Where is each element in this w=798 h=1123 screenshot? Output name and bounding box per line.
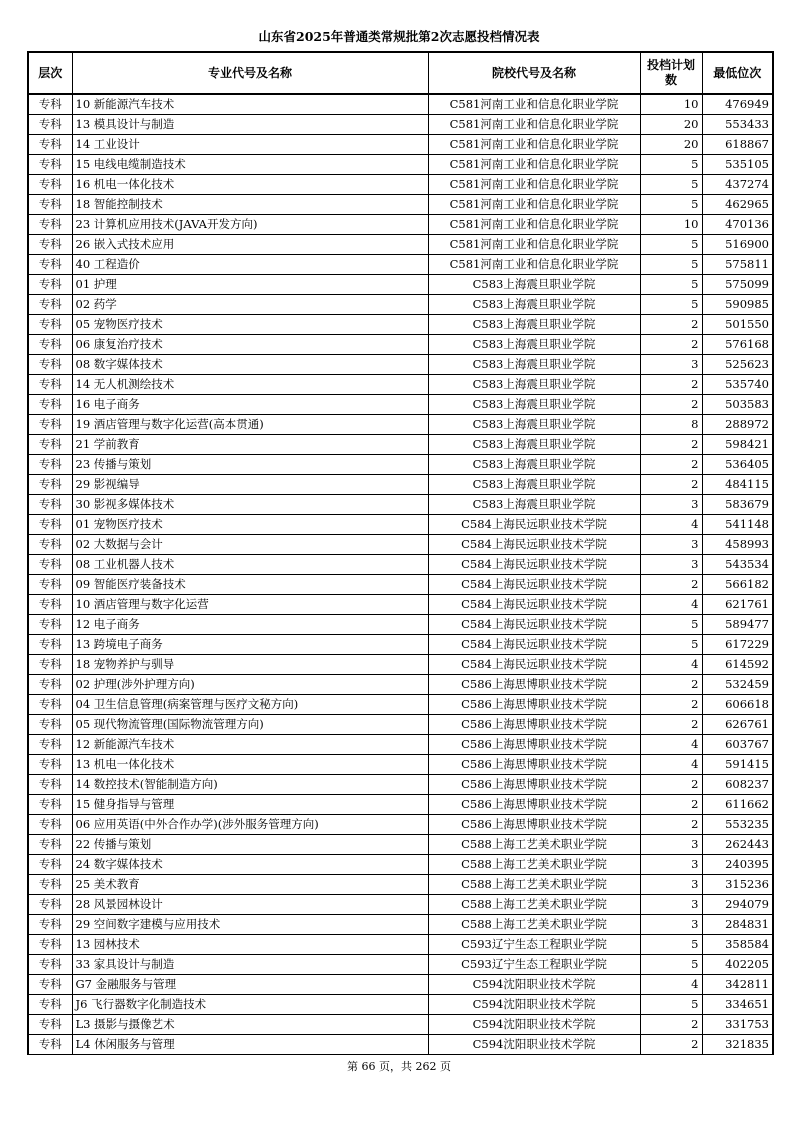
table-row — [28, 1035, 773, 1055]
cell-level: 专科 — [28, 635, 72, 655]
cell-level: 专科 — [28, 295, 72, 315]
header-rank: 最低位次 — [702, 52, 773, 94]
cell-major: 01 护理 — [72, 275, 428, 295]
cell-school: C581河南工业和信息化职业学院 — [428, 195, 640, 215]
cell-major: 28 风景园林设计 — [72, 895, 428, 915]
cell-rank: 611662 — [702, 795, 773, 815]
cell-rank: 458993 — [702, 535, 773, 555]
table-row — [28, 715, 773, 735]
cell-level: 专科 — [28, 375, 72, 395]
cell-major: 18 宠物养护与驯导 — [72, 655, 428, 675]
cell-level: 专科 — [28, 335, 72, 355]
cell-level: 专科 — [28, 255, 72, 275]
table-row — [28, 935, 773, 955]
cell-level: 专科 — [28, 455, 72, 475]
cell-plan: 2 — [640, 815, 702, 835]
cell-level: 专科 — [28, 895, 72, 915]
cell-major: 02 护理(涉外护理方向) — [72, 675, 428, 695]
cell-rank: 358584 — [702, 935, 773, 955]
cell-major: 06 康复治疗技术 — [72, 335, 428, 355]
cell-plan: 5 — [640, 195, 702, 215]
cell-plan: 2 — [640, 775, 702, 795]
cell-rank: 535105 — [702, 155, 773, 175]
table-row — [28, 815, 773, 835]
cell-major: 13 园林技术 — [72, 935, 428, 955]
cell-level: 专科 — [28, 235, 72, 255]
cell-plan: 4 — [640, 755, 702, 775]
cell-school: C586上海思博职业技术学院 — [428, 695, 640, 715]
cell-rank: 484115 — [702, 475, 773, 495]
cell-level: 专科 — [28, 435, 72, 455]
cell-plan: 2 — [640, 715, 702, 735]
cell-major: 02 大数据与会计 — [72, 535, 428, 555]
cell-school: C581河南工业和信息化职业学院 — [428, 94, 640, 115]
cell-plan: 3 — [640, 915, 702, 935]
cell-plan: 2 — [640, 1035, 702, 1055]
cell-level: 专科 — [28, 1035, 72, 1055]
table-row — [28, 755, 773, 775]
cell-rank: 576168 — [702, 335, 773, 355]
table-row — [28, 735, 773, 755]
cell-level: 专科 — [28, 575, 72, 595]
cell-rank: 598421 — [702, 435, 773, 455]
table-row — [28, 855, 773, 875]
cell-school: C586上海思博职业技术学院 — [428, 775, 640, 795]
table-row — [28, 955, 773, 975]
cell-level: 专科 — [28, 695, 72, 715]
cell-level: 专科 — [28, 655, 72, 675]
cell-rank: 603767 — [702, 735, 773, 755]
cell-level: 专科 — [28, 875, 72, 895]
cell-plan: 8 — [640, 415, 702, 435]
table-row — [28, 435, 773, 455]
cell-school: C584上海民远职业技术学院 — [428, 595, 640, 615]
cell-rank: 262443 — [702, 835, 773, 855]
table-row — [28, 495, 773, 515]
cell-plan: 5 — [640, 175, 702, 195]
cell-rank: 402205 — [702, 955, 773, 975]
cell-rank: 342811 — [702, 975, 773, 995]
cell-level: 专科 — [28, 935, 72, 955]
cell-rank: 516900 — [702, 235, 773, 255]
cell-rank: 284831 — [702, 915, 773, 935]
cell-school: C593辽宁生态工程职业学院 — [428, 935, 640, 955]
cell-major: 13 跨境电子商务 — [72, 635, 428, 655]
table-row — [28, 875, 773, 895]
table-row — [28, 235, 773, 255]
cell-rank: 589477 — [702, 615, 773, 635]
cell-major: 18 智能控制技术 — [72, 195, 428, 215]
cell-plan: 4 — [640, 975, 702, 995]
cell-school: C584上海民远职业技术学院 — [428, 655, 640, 675]
cell-level: 专科 — [28, 1015, 72, 1035]
cell-school: C588上海工艺美术职业学院 — [428, 915, 640, 935]
cell-major: J6 飞行器数字化制造技术 — [72, 995, 428, 1015]
cell-plan: 2 — [640, 795, 702, 815]
cell-plan: 2 — [640, 695, 702, 715]
cell-major: 14 无人机测绘技术 — [72, 375, 428, 395]
cell-major: 15 健身指导与管理 — [72, 795, 428, 815]
table-row — [28, 175, 773, 195]
cell-plan: 5 — [640, 615, 702, 635]
cell-school: C588上海工艺美术职业学院 — [428, 895, 640, 915]
cell-school: C584上海民远职业技术学院 — [428, 535, 640, 555]
cell-major: 15 电线电缆制造技术 — [72, 155, 428, 175]
cell-school: C584上海民远职业技术学院 — [428, 615, 640, 635]
cell-school: C594沈阳职业技术学院 — [428, 1035, 640, 1055]
cell-rank: 315236 — [702, 875, 773, 895]
cell-rank: 321835 — [702, 1035, 773, 1055]
cell-major: 12 电子商务 — [72, 615, 428, 635]
cell-level: 专科 — [28, 595, 72, 615]
cell-major: 19 酒店管理与数字化运营(高本贯通) — [72, 415, 428, 435]
cell-school: C581河南工业和信息化职业学院 — [428, 175, 640, 195]
table-row — [28, 335, 773, 355]
cell-major: 16 电子商务 — [72, 395, 428, 415]
cell-school: C588上海工艺美术职业学院 — [428, 835, 640, 855]
cell-plan: 5 — [640, 295, 702, 315]
cell-level: 专科 — [28, 735, 72, 755]
cell-plan: 5 — [640, 255, 702, 275]
cell-rank: 334651 — [702, 995, 773, 1015]
cell-major: 05 现代物流管理(国际物流管理方向) — [72, 715, 428, 735]
cell-school: C584上海民远职业技术学院 — [428, 575, 640, 595]
cell-school: C581河南工业和信息化职业学院 — [428, 235, 640, 255]
table-row — [28, 835, 773, 855]
cell-major: 01 宠物医疗技术 — [72, 515, 428, 535]
cell-level: 专科 — [28, 175, 72, 195]
cell-level: 专科 — [28, 135, 72, 155]
cell-level: 专科 — [28, 615, 72, 635]
cell-major: 23 计算机应用技术(JAVA开发方向) — [72, 215, 428, 235]
cell-major: 40 工程造价 — [72, 255, 428, 275]
cell-plan: 5 — [640, 275, 702, 295]
cell-major: 23 传播与策划 — [72, 455, 428, 475]
cell-level: 专科 — [28, 855, 72, 875]
cell-plan: 20 — [640, 135, 702, 155]
cell-plan: 2 — [640, 455, 702, 475]
cell-school: C583上海震旦职业学院 — [428, 315, 640, 335]
cell-level: 专科 — [28, 275, 72, 295]
cell-plan: 4 — [640, 595, 702, 615]
cell-level: 专科 — [28, 715, 72, 735]
table-row — [28, 215, 773, 235]
table-row — [28, 535, 773, 555]
cell-school: C586上海思博职业技术学院 — [428, 735, 640, 755]
cell-rank: 621761 — [702, 595, 773, 615]
cell-plan: 2 — [640, 375, 702, 395]
cell-school: C583上海震旦职业学院 — [428, 435, 640, 455]
header-school: 院校代号及名称 — [428, 52, 640, 94]
cell-major: 33 家具设计与制造 — [72, 955, 428, 975]
cell-level: 专科 — [28, 315, 72, 335]
cell-rank: 591415 — [702, 755, 773, 775]
cell-major: 08 工业机器人技术 — [72, 555, 428, 575]
cell-level: 专科 — [28, 495, 72, 515]
cell-plan: 2 — [640, 1015, 702, 1035]
cell-school: C594沈阳职业技术学院 — [428, 975, 640, 995]
cell-level: 专科 — [28, 995, 72, 1015]
cell-school: C586上海思博职业技术学院 — [428, 715, 640, 735]
cell-major: 26 嵌入式技术应用 — [72, 235, 428, 255]
cell-plan: 2 — [640, 675, 702, 695]
cell-level: 专科 — [28, 94, 72, 115]
cell-major: 13 机电一体化技术 — [72, 755, 428, 775]
cell-major: 22 传播与策划 — [72, 835, 428, 855]
table-row — [28, 195, 773, 215]
cell-level: 专科 — [28, 115, 72, 135]
cell-plan: 20 — [640, 115, 702, 135]
cell-plan: 2 — [640, 335, 702, 355]
cell-school: C581河南工业和信息化职业学院 — [428, 115, 640, 135]
cell-rank: 525623 — [702, 355, 773, 375]
cell-major: 06 应用英语(中外合作办学)(涉外服务管理方向) — [72, 815, 428, 835]
cell-school: C588上海工艺美术职业学院 — [428, 855, 640, 875]
cell-rank: 566182 — [702, 575, 773, 595]
cell-rank: 583679 — [702, 495, 773, 515]
cell-rank: 437274 — [702, 175, 773, 195]
cell-level: 专科 — [28, 755, 72, 775]
cell-plan: 4 — [640, 735, 702, 755]
cell-rank: 618867 — [702, 135, 773, 155]
cell-rank: 617229 — [702, 635, 773, 655]
cell-rank: 331753 — [702, 1015, 773, 1035]
table-row — [28, 915, 773, 935]
table-row — [28, 475, 773, 495]
cell-level: 专科 — [28, 955, 72, 975]
header-level: 层次 — [28, 52, 72, 94]
cell-plan: 2 — [640, 395, 702, 415]
cell-rank: 541148 — [702, 515, 773, 535]
cell-school: C583上海震旦职业学院 — [428, 295, 640, 315]
cell-plan: 5 — [640, 235, 702, 255]
table-row — [28, 975, 773, 995]
cell-school: C583上海震旦职业学院 — [428, 275, 640, 295]
cell-school: C583上海震旦职业学院 — [428, 495, 640, 515]
admission-table — [27, 51, 774, 1055]
cell-school: C584上海民远职业技术学院 — [428, 635, 640, 655]
cell-school: C583上海震旦职业学院 — [428, 455, 640, 475]
cell-level: 专科 — [28, 195, 72, 215]
cell-major: 25 美术教育 — [72, 875, 428, 895]
table-row — [28, 575, 773, 595]
cell-level: 专科 — [28, 155, 72, 175]
page-title: 山东省2025年普通类常规批第2次志愿投档情况表 — [258, 29, 540, 44]
cell-school: C581河南工业和信息化职业学院 — [428, 255, 640, 275]
table-body — [28, 94, 773, 1055]
cell-level: 专科 — [28, 975, 72, 995]
cell-plan: 4 — [640, 655, 702, 675]
cell-level: 专科 — [28, 215, 72, 235]
cell-rank: 470136 — [702, 215, 773, 235]
cell-plan: 3 — [640, 855, 702, 875]
cell-plan: 3 — [640, 355, 702, 375]
cell-school: C583上海震旦职业学院 — [428, 355, 640, 375]
cell-rank: 543534 — [702, 555, 773, 575]
cell-major: 04 卫生信息管理(病案管理与医疗文秘方向) — [72, 695, 428, 715]
cell-school: C583上海震旦职业学院 — [428, 475, 640, 495]
header-major: 专业代号及名称 — [72, 52, 428, 94]
table-row — [28, 375, 773, 395]
cell-school: C581河南工业和信息化职业学院 — [428, 215, 640, 235]
cell-school: C593辽宁生态工程职业学院 — [428, 955, 640, 975]
cell-major: 13 模具设计与制造 — [72, 115, 428, 135]
cell-school: C594沈阳职业技术学院 — [428, 1015, 640, 1035]
cell-plan: 10 — [640, 215, 702, 235]
cell-school: C584上海民远职业技术学院 — [428, 555, 640, 575]
cell-rank: 462965 — [702, 195, 773, 215]
cell-plan: 3 — [640, 535, 702, 555]
cell-plan: 3 — [640, 495, 702, 515]
cell-level: 专科 — [28, 815, 72, 835]
cell-rank: 614592 — [702, 655, 773, 675]
cell-major: 02 药学 — [72, 295, 428, 315]
cell-school: C586上海思博职业技术学院 — [428, 755, 640, 775]
table-row — [28, 775, 773, 795]
cell-level: 专科 — [28, 475, 72, 495]
cell-school: C588上海工艺美术职业学院 — [428, 875, 640, 895]
table-row — [28, 155, 773, 175]
cell-school: C594沈阳职业技术学院 — [428, 995, 640, 1015]
table-row — [28, 895, 773, 915]
table-row — [28, 355, 773, 375]
cell-major: L3 摄影与摄像艺术 — [72, 1015, 428, 1035]
cell-level: 专科 — [28, 415, 72, 435]
cell-major: 21 学前教育 — [72, 435, 428, 455]
cell-major: 16 机电一体化技术 — [72, 175, 428, 195]
cell-rank: 575099 — [702, 275, 773, 295]
cell-rank: 590985 — [702, 295, 773, 315]
table-row — [28, 135, 773, 155]
cell-major: 30 影视多媒体技术 — [72, 495, 428, 515]
cell-major: 29 影视编导 — [72, 475, 428, 495]
cell-major: 14 数控技术(智能制造方向) — [72, 775, 428, 795]
cell-major: 29 空间数字建模与应用技术 — [72, 915, 428, 935]
cell-level: 专科 — [28, 395, 72, 415]
table-row — [28, 695, 773, 715]
cell-major: 24 数字媒体技术 — [72, 855, 428, 875]
table-row — [28, 455, 773, 475]
table-row — [28, 315, 773, 335]
page-footer: 第 66 页，共 262 页 — [347, 1060, 451, 1073]
cell-rank: 553235 — [702, 815, 773, 835]
cell-plan: 3 — [640, 835, 702, 855]
cell-plan: 5 — [640, 955, 702, 975]
cell-major: G7 金融服务与管理 — [72, 975, 428, 995]
cell-rank: 535740 — [702, 375, 773, 395]
cell-plan: 3 — [640, 875, 702, 895]
cell-major: 09 智能医疗装备技术 — [72, 575, 428, 595]
cell-rank: 608237 — [702, 775, 773, 795]
table-header-row — [28, 52, 773, 94]
cell-rank: 288972 — [702, 415, 773, 435]
cell-plan: 4 — [640, 515, 702, 535]
cell-plan: 5 — [640, 155, 702, 175]
cell-level: 专科 — [28, 775, 72, 795]
table-row — [28, 995, 773, 1015]
cell-rank: 294079 — [702, 895, 773, 915]
cell-level: 专科 — [28, 915, 72, 935]
cell-school: C584上海民远职业技术学院 — [428, 515, 640, 535]
table-row — [28, 295, 773, 315]
cell-rank: 503583 — [702, 395, 773, 415]
cell-plan: 2 — [640, 315, 702, 335]
cell-plan: 10 — [640, 94, 702, 115]
cell-level: 专科 — [28, 835, 72, 855]
cell-rank: 626761 — [702, 715, 773, 735]
table-row — [28, 415, 773, 435]
cell-major: 14 工业设计 — [72, 135, 428, 155]
table-row — [28, 795, 773, 815]
cell-rank: 575811 — [702, 255, 773, 275]
cell-rank: 606618 — [702, 695, 773, 715]
cell-level: 专科 — [28, 555, 72, 575]
table-row — [28, 655, 773, 675]
cell-rank: 532459 — [702, 675, 773, 695]
table-row — [28, 675, 773, 695]
table-row — [28, 94, 773, 115]
cell-rank: 553433 — [702, 115, 773, 135]
cell-major: 08 数字媒体技术 — [72, 355, 428, 375]
table-row — [28, 635, 773, 655]
cell-school: C583上海震旦职业学院 — [428, 335, 640, 355]
cell-major: 12 新能源汽车技术 — [72, 735, 428, 755]
cell-rank: 501550 — [702, 315, 773, 335]
cell-plan: 2 — [640, 475, 702, 495]
cell-plan: 3 — [640, 555, 702, 575]
table-row — [28, 255, 773, 275]
cell-major: L4 休闲服务与管理 — [72, 1035, 428, 1055]
table-row — [28, 595, 773, 615]
cell-level: 专科 — [28, 795, 72, 815]
cell-level: 专科 — [28, 355, 72, 375]
table-row — [28, 275, 773, 295]
header-plan: 投档计划数 — [640, 52, 702, 94]
cell-level: 专科 — [28, 675, 72, 695]
table-row — [28, 555, 773, 575]
cell-school: C583上海震旦职业学院 — [428, 415, 640, 435]
cell-level: 专科 — [28, 535, 72, 555]
cell-major: 10 新能源汽车技术 — [72, 94, 428, 115]
cell-plan: 2 — [640, 575, 702, 595]
cell-school: C586上海思博职业技术学院 — [428, 675, 640, 695]
cell-school: C586上海思博职业技术学院 — [428, 815, 640, 835]
cell-plan: 5 — [640, 935, 702, 955]
cell-school: C583上海震旦职业学院 — [428, 375, 640, 395]
cell-plan: 5 — [640, 995, 702, 1015]
cell-plan: 5 — [640, 635, 702, 655]
cell-school: C581河南工业和信息化职业学院 — [428, 135, 640, 155]
table-row — [28, 395, 773, 415]
cell-school: C583上海震旦职业学院 — [428, 395, 640, 415]
table-row — [28, 615, 773, 635]
table-row — [28, 115, 773, 135]
cell-rank: 536405 — [702, 455, 773, 475]
cell-plan: 2 — [640, 435, 702, 455]
cell-major: 10 酒店管理与数字化运营 — [72, 595, 428, 615]
cell-school: C581河南工业和信息化职业学院 — [428, 155, 640, 175]
cell-rank: 476949 — [702, 94, 773, 115]
table-row — [28, 515, 773, 535]
table-row — [28, 1015, 773, 1035]
cell-rank: 240395 — [702, 855, 773, 875]
cell-major: 05 宠物医疗技术 — [72, 315, 428, 335]
cell-level: 专科 — [28, 515, 72, 535]
cell-school: C586上海思博职业技术学院 — [428, 795, 640, 815]
cell-plan: 3 — [640, 895, 702, 915]
